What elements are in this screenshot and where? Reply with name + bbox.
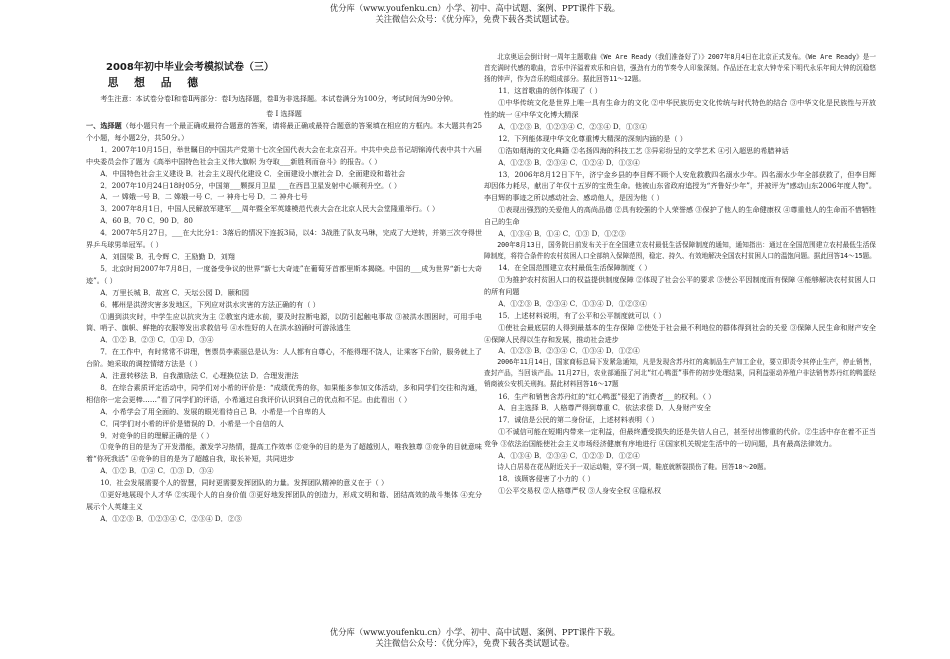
answer-options: A．万里长城 B．故宫 C．天坛公园 D．颐和园 [100,287,249,297]
paper-subject: 思 想 品 德 [107,76,205,89]
answer-options: A．①③④ B．②③④ C．①②③ D．①②④ [498,451,640,461]
question-text: 9．对竞争的目的理解正确的是（ ） [100,430,214,440]
answer-options: A．①② B．①④ C．①③ D．③④ [100,466,214,476]
answer-options: A．60 B．70 C．90 D．80 [100,216,193,226]
question-statements: ①竞争的目的是为了开发潜能，激发学习热情，提高工作效率 ②竞争的目的是为了超越别人，唯我独尊 ③竞争的目就意味着“你死我活” ④竞争的目的是为了超越自我，取长补短，共同进步 [86,442,482,464]
question-text: 7．在工作中，有时常常不讲理，售票员李素丽总是认为：人人都有自尊心，不能得理不饶人，让乘客下台阶，服务就上了台阶。她采取的调控情绪方法是（ ） [86,347,482,369]
question-text: 4．2007年5月27日，___在大比分1：3落后的情况下连扳3局，以4：3战胜了队友马琳，完成了大逆转，并第三次夺得世界乒乓球男单冠军。（ ） [86,228,482,250]
watermark-line: 关注微信公众号：《优分库》，免费下载各类试题试卷。 [375,13,575,24]
answer-options: A．一 嫦娥一号 B．二 嫦娥一号 C．一 神舟七号 D．二 神舟七号 [100,192,308,202]
reading-material: 2006年11月14日，国家商标总局下发紧急通知，凡是发现含苏丹红的禽制品生产加工企业，要立即责令其停止生产，停止销售，查封产品，当回该产品。11月27日，农业部通报了河北“红心鸭蛋”事件的初步处理结果，同利益驱动养殖户非法销售苏丹红的鸭蛋经销商被公安机关刑拘。据此材料回答16～17题 [484,358,876,389]
reading-material: 北京奥运会倒计时一周年主题歌曲《We Are Ready（我们准备好了）》2007年8月4日在北京正式发布。《We Are Ready》是一首充满时代感的歌曲，音乐中洋溢着欢乐和自信，强劲有力的节奏令人印象深刻。作品还在北京大钟寺采下明代永乐年间大钟的沉稳悠扬的钟声，作为音乐的组成部分。据此回答11～12题。 [484,53,876,84]
answer-options: A．注意转移法 B．自我激励法 C．心理换位法 D．合理发泄法 [100,371,299,381]
question-text: 16．生产和销售含苏丹红的“红心鸭蛋”侵犯了消费者___的权利。（ ） [498,391,716,401]
answer-options: A．刘国梁 B．孔令辉 C．王励勤 D．刘翔 [100,251,235,261]
question-statements: ①更好地展现个人才华 ②实现个人的自身价值 ③更好地发挥团队的创造力，形成文明和谐、团结高效的战斗集体 ④充分展示个人英雄主义 [86,490,482,511]
section-label: 一、选择题 [86,121,122,130]
paper-title: 2008年初中毕业会考模拟试卷（三） [106,62,274,73]
volume-heading: 卷 Ⅰ 选择题 [266,109,302,119]
question-text: 8．在综合素质评定活动中，同学们对小希的评价是：“成绩优秀的你，如果能多参加文体活动，多和同学们交往和沟通，相信你一定会更棒……”看了同学们的评语，小希通过自我评价认识到自己的优点和不足。由此看出（ ） [86,382,482,404]
section-heading [86,120,482,144]
question-statements: ①表现出强烈的关爱他人的高尚品德 ②具有较强的个人荣誉感 ③保护了他人的生命健康权 ④尊重他人的生命而不惜牺牲自己的生命 [484,205,876,227]
answer-options: A．①②③ B．①②③④ C．②③④ D．②③ [100,513,242,523]
question-text: 3．2007年8月1日，中国人民解放军建军___周年暨全军英雄模范代表大会在北京人民大会堂隆重举行。（ ） [100,204,440,214]
question-text: 17．诚信是公民的第二身份证，上述材料表明（ ） [498,415,659,425]
question-text: 15．上述材料说明，有了公平和公平制度就可以（ ） [498,310,666,320]
reading-material: 诗人白居易在花丛附近关于一双运动鞋，穿不到一周，鞋底就断裂损伤了鞋。回答18～20题。 [497,462,771,471]
question-text: 1．2007年10月15日，举世瞩目的中国共产党第十七次全国代表大会在北京召开。中共中央总书记胡锦涛代表中共十六届中央委员会作了题为《高举中国特色社会主义伟大旗帜 为夺取___新胜利而奋斗》的报告。（ ） [86,144,482,166]
answer-options: A．①②③ B．②③④ C．①③④ D．①②③④ [498,298,647,308]
question-text: 11．这首歌曲的创作体现了（ ） [498,86,602,96]
watermark-line: 优分库（www.youfenku.cn）小学、初中、高中试题、案例、PPT课件下载。 [329,627,621,637]
question-text: 6．郴州是洪涝灾害多发地区，下列应对洪水灾害的方法正确的有（ ） [100,299,320,309]
question-statements: ①使社会最底层的人得到最基本的生存保障 ②使处于社会最不利地位的群体得到社会的关爱 ③保障人民生命和财产安全 ④保障人民得以生存和发展，推动社会进步 [484,322,876,344]
question-text: 18．该顾客侵害了小力的（ ） [498,474,595,484]
answer-options: A．自主选择 B．人格尊严得到尊重 C．依法求偿 D．人身财产安全 [498,403,711,413]
right-column [484,52,876,627]
question-statements: ①公平交易权 ②人格尊严权 ③人身安全权 ④隐私权 [498,485,662,495]
answer-options: A．①③④ B．①④ C．①③ D．①②③ [498,229,626,239]
left-column [86,52,482,627]
watermark-line: 优分库（www.youfenku.cn）小学、初中、高中试题、案例、PPT课件下载。 [329,3,621,13]
answer-options: A．小希学会了用全面的、发展的眼光看待自己 B．小希是一个自卑的人 [100,406,326,416]
exam-notice: 考生注意：本试卷分卷Ⅰ和卷Ⅱ两部分：卷Ⅰ为选择题，卷Ⅱ为非选择题。本试卷满分为100分，考试时间为90分钟。 [100,94,458,104]
question-text: 10．社会发展需要个人的智慧，同时更需要发挥团队的力量。发挥团队精神的意义在于（ ） [100,478,389,488]
section-instructions: （每小题只有一个最正确或最符合题意的答案，请将最正确或最符合题意的答案填在相应的方框内。本大题共有25个小题，每小题2分，共50分。） [86,121,482,142]
answer-options: A．中国特色社会主义建设 B．社会主义现代化建设 C．全面建设小康社会 D．全面建设和谐社会 [100,168,406,178]
question-text: 14．在全国范围建立农村最低生活保障制度（ ） [498,263,652,273]
answer-options: A．①②③ B．②③④ C．①②④ D．①③④ [498,157,640,167]
answer-options: A．①② B．②③ C．①④ D．③④ [100,335,214,345]
answer-options: C．同学们对小希的评价是错误的 D．小希是一个自信的人 [100,418,284,428]
question-statements: ①中华传统文化是世界上唯一具有生命力的文化 ②中华民族历史文化传统与时代特色的结合 ③中华文化是民族性与开放性的统一 ④中华文化博大精深 [484,98,876,119]
question-statements: ①为推护农村贫困人口的权益提供制度保障 ②体现了社会公平的要求 ③使公平因制度而有保障 ④能够解决农村贫困人口的所有问题 [484,275,876,296]
header-watermark [0,3,950,25]
question-statements: ①不诚信可能在短期内带来一定利益，但最终遭受损失的还是失信人自己，甚至付出惨重的代价。②生活中存在着不正当竞争 ③依法治国能使社会主义市场经济健康有序地进行 ④国家机关规定生活中的一切问题，具有最高法律效力。 [484,427,876,449]
question-statements: ①浩如烟海的文化典籍 ②名扬四海的科技工艺 ③异彩纷呈的文学艺术 ④引入超思的希腊神话 [498,145,789,155]
question-text: 5．北京时间2007年7月8日，一度备受争议的世界“新七大奇迹”在葡萄牙首都里斯本揭晓。中国的___成为世界“新七大奇迹”。（ ） [86,263,482,285]
footer-watermark [0,627,950,649]
question-statements: ①遇到洪灾时，中学生应以抗灾为主 ②教室内进水前，要及时拉断电源，以防引起触电事故 ③被洪水围困时，可用手电筒、哨子、旗帜、鲜艳的衣服等发出求救信号 ④水性好的人在洪水汹涌时可游泳逃生 [86,311,482,333]
question-text: 2．2007年10月24日18时05分，中国第___颗探月卫星 ___在西昌卫星发射中心顺利升空。（ ） [100,180,402,190]
answer-options: A．①②③ B．②③④ C．①③④ D．①②④ [498,346,640,356]
watermark-line: 关注微信公众号：《优分库》，免费下载各类试题试卷。 [375,637,575,648]
reading-material: 200年8月13日，国务院日前发布关于在全国建立农村最低生活保障制度的通知，通知指出：通过在全国范围建立农村最低生活保障制度，将符合条件的农村贫困人口全部纳入保障范围，稳定、持久、有效地解决全国农村贫困人口的温饱问题。据此回答14～15题。 [484,240,876,261]
answer-options: A．①②③ B．①②③④ C．②③④ D．①③④ [498,121,647,131]
question-text: 12．下列能体现中华文化尊重博大精深的深刻内涵的是（ ） [498,133,687,143]
question-text: 13．2006年8月12日下午，济宁金乡县的李目辉不顾个人安危救教四名溺水少年。四名溺水少年全部获救了，但李目辉却因体力耗尽，献出了年仅十五岁的宝贵生命。他被山东省政府追授为“齐鲁好少年”，并被评为“感动山东2006年度人物”。李目辉的事迹之所以感动社会、感动他人，是因为他（ ） [484,169,876,203]
